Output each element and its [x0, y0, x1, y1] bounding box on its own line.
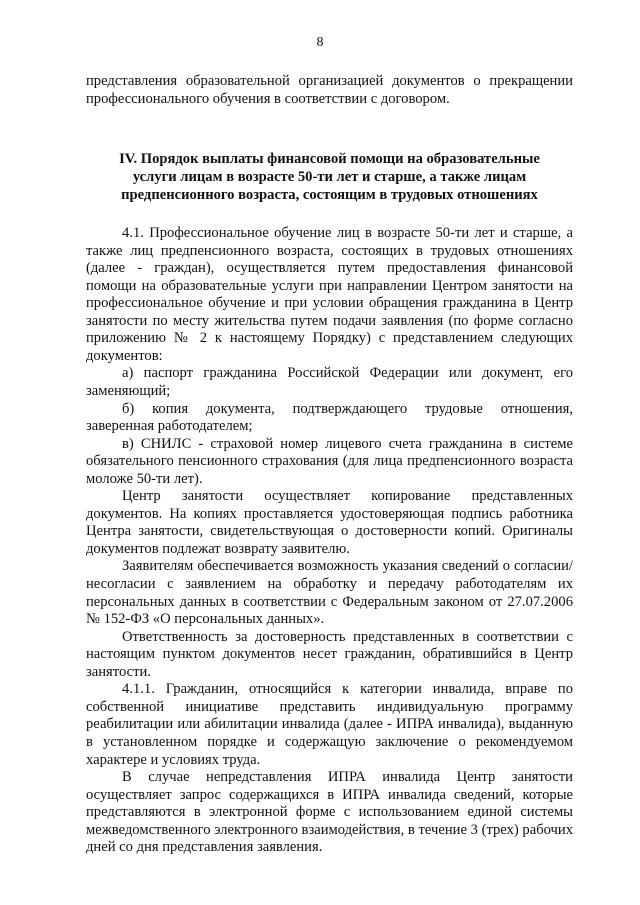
section-heading [86, 150, 573, 204]
intro-paragraph: представления образовательной организацией документов о прекращении профессионального обучения в соответствии с договором. [86, 73, 573, 107]
list-item-b: б) копия документа, подтверждающего трудовые отношения, заверенная работодателем; [86, 400, 573, 435]
responsibility-paragraph: Ответственность за достоверность представленных в соответствии с настоящим пунктом документов несет гражданин, обратившийся в Центр занятости. [86, 628, 573, 680]
section-heading-line: IV. Порядок выплаты финансовой помощи на образовательные [119, 151, 540, 168]
consent-paragraph: Заявителям обеспечивается возможность указания сведений о согласии/несогласии с заявлением на обработку и передачу работодателям их персональных данных в соответствии с Федеральным законом от 27.07.2006 № 152-ФЗ «О персональных данных». [86, 558, 573, 628]
ipra-request-paragraph: В случае непредставления ИПРА инвалида Центр занятости осуществляет запрос содержащихся в ИПРА инвалида сведений, которые представляются в электронной форме с использованием единой системы межведомственного электронного взаимодействия, в течение 3 (трех) рабочих дней со дня представления заявления. [86, 769, 573, 856]
paragraph-4-1-1: 4.1.1. Гражданин, относящийся к категории инвалида, вправе по собственной инициативе представить индивидуальную программу реабилитации или абилитации инвалида (далее - ИПРА инвалида), выданную в установленном порядке и содержащую заключение о рекомендуемом характере и условиях труда. [86, 681, 573, 768]
list-item-a: а) паспорт гражданина Российской Федерации или документ, его заменяющий; [86, 365, 573, 400]
paragraph-4-1: 4.1. Профессиональное обучение лиц в возрасте 50-ти лет и старше, а также лиц предпенсионного возраста, состоящих в трудовых отношениях (далее - граждан), осуществляется путем предоставления финансовой помощи на образовательные услуги при направлении Центром занятости на профессиональное обучение и при условии обращения гражданина в Центр занятости по месту жительства путем подачи заявления (по форме согласно приложению № 2 к настоящему Порядку) с представлением следующих документов: [86, 225, 573, 364]
section-heading-line: услуги лицам в возрасте 50-ти лет и старше, а также лицам [132, 169, 527, 186]
section-heading-line: предпенсионного возраста, состоящим в трудовых отношениях [121, 187, 538, 204]
page-content [86, 73, 573, 857]
page-number: 8 [316, 35, 324, 50]
copying-paragraph: Центр занятости осуществляет копирование представленных документов. На копиях проставляется удостоверяющая подпись работника Центра занятости, свидетельствующая о достоверности копий. Оригиналы документов подлежат возврату заявителю. [86, 488, 573, 557]
list-item-v: в) СНИЛС - страховой номер лицевого счета гражданина в системе обязательного пенсионного страхования (для лица предпенсионного возраста моложе 50-ти лет). [86, 435, 573, 487]
